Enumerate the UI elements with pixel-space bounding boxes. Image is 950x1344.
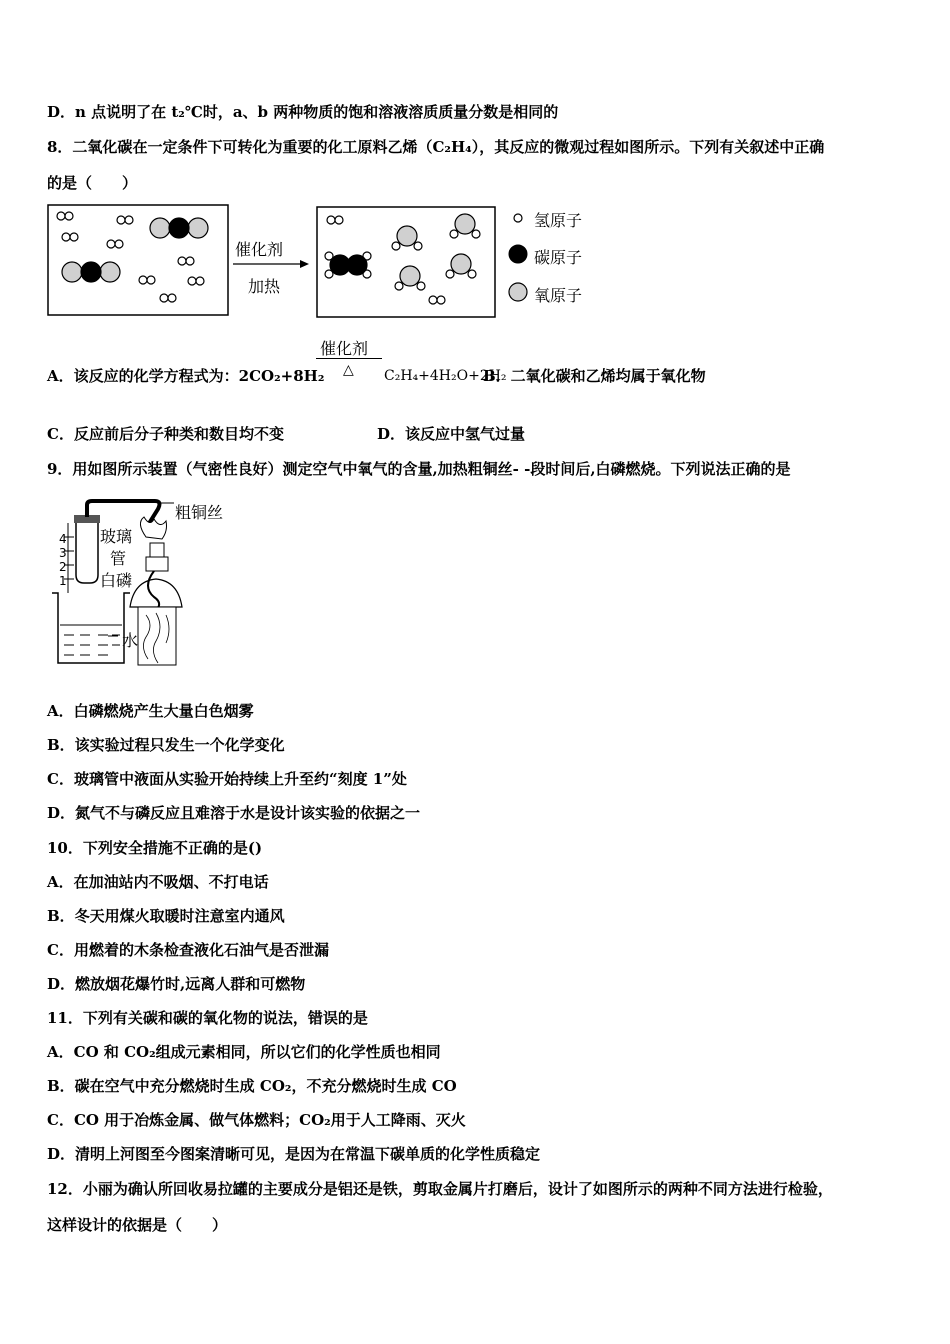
glass-tube-label-1: 玻璃 <box>100 527 133 546</box>
question-10-stem: 10．下列安全措施不正确的是() <box>47 839 263 857</box>
phosphorus-label: 白磷 <box>100 571 133 590</box>
question-10-option-b: B．冬天用煤火取暖时注意室内通风 <box>47 907 285 925</box>
question-11-option-c: C．CO 用于冶炼金属、做气体燃料；CO₂用于人工降雨、灭火 <box>47 1111 466 1129</box>
catalyst-label: 催化剂 <box>235 240 284 259</box>
question-11-option-b: B．碳在空气中充分燃烧时生成 CO₂，不充分燃烧时生成 CO <box>47 1077 457 1095</box>
question-8-option-b: B．二氧化碳和乙烯均属于氧化物 <box>483 367 706 385</box>
scale-2: 2 <box>59 560 67 574</box>
question-10-option-a: A．在加油站内不吸烟、不打电话 <box>47 873 269 891</box>
reaction-svg <box>47 204 607 319</box>
scale-4: 4 <box>59 532 67 546</box>
glass-tube-label-2: 管 <box>110 549 127 568</box>
question-9-option-b: B．该实验过程只发生一个化学变化 <box>47 736 285 754</box>
question-10-option-d: D．燃放烟花爆竹时,远离人群和可燃物 <box>47 975 306 993</box>
scale-1: 1 <box>59 574 67 588</box>
question-8-option-c: C．反应前后分子种类和数目均不变 <box>47 425 284 443</box>
question-8-option-a: A．该反应的化学方程式为：2CO₂+8H₂ <box>47 367 325 385</box>
reaction-diagram <box>47 204 607 319</box>
question-10-option-c: C．用燃着的木条检查液化石油气是否泄漏 <box>47 941 329 959</box>
question-11-stem: 11．下列有关碳和碳的氧化物的说法，错误的是 <box>47 1009 368 1027</box>
question-9-stem: 9．用如图所示装置（气密性良好）测定空气中氧气的含量,加热粗铜丝- -段时间后,白磷燃烧。下列说法正确的是 <box>47 460 791 478</box>
equation-catalyst: 催化剂 <box>320 339 369 358</box>
equation-heat: △ <box>343 362 354 378</box>
question-11-option-a: A．CO 和 CO₂组成元素相同，所以它们的化学性质也相同 <box>47 1043 441 1061</box>
oxygen-legend-icon <box>509 283 527 301</box>
copper-wire-label: 粗铜丝 <box>175 503 224 522</box>
question-12-stem: 12．小丽为确认所回收易拉罐的主要成分是铝还是铁，剪取金属片打磨后，设计了如图所示的两种不同方法进行检验， <box>47 1180 833 1198</box>
legend-hydrogen: 氢原子 <box>534 211 583 230</box>
legend-oxygen: 氧原子 <box>534 286 583 305</box>
question-9-option-d: D．氮气不与磷反应且难溶于水是设计该实验的依据之一 <box>47 804 421 822</box>
question-9-option-c: C．玻璃管中液面从实验开始持续上升至约“刻度 1”处 <box>47 770 407 788</box>
legend-carbon: 碳原子 <box>534 248 583 267</box>
question-8-stem-cont: 的是（ ） <box>47 174 138 192</box>
option-d-prev: D．n 点说明了在 t₂℃时，a、b 两种物质的饱和溶液溶质质量分数是相同的 <box>47 103 559 121</box>
equation-products: C₂H₄+4H₂O+2H₂ <box>384 368 507 384</box>
equation-arrow-line <box>316 358 382 359</box>
question-8-option-d: D．该反应中氢气过量 <box>377 425 526 443</box>
heat-label: 加热 <box>248 277 281 296</box>
hydrogen-legend-icon <box>514 214 522 222</box>
scale-3: 3 <box>59 546 67 560</box>
question-12-stem-cont: 这样设计的依据是（ ） <box>47 1216 228 1234</box>
question-9-option-a: A．白磷燃烧产生大量白色烟雾 <box>47 702 254 720</box>
question-8-stem: 8．二氧化碳在一定条件下可转化为重要的化工原料乙烯（C₂H₄），其反应的微观过程如图所示。下列有关叙述中正确 <box>47 138 825 156</box>
carbon-legend-icon <box>509 245 527 263</box>
question-11-option-d: D．清明上河图至今图案清晰可见，是因为在常温下碳单质的化学性质稳定 <box>47 1145 541 1163</box>
water-label: 水 <box>122 631 139 650</box>
